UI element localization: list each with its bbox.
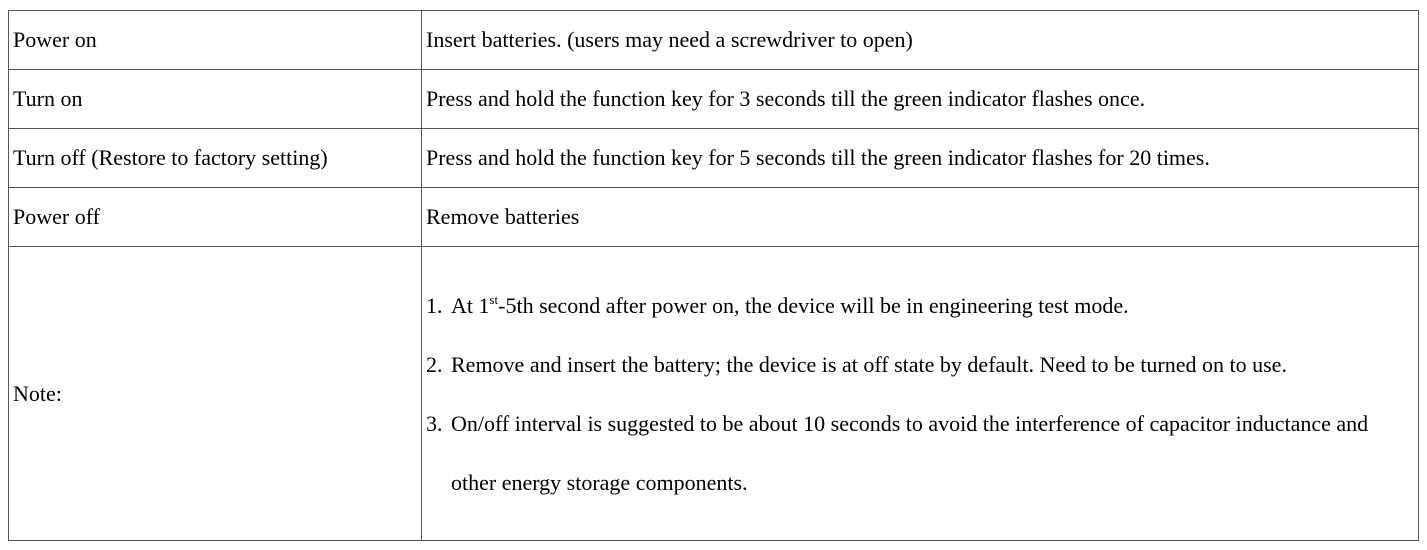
note-row [9,247,1419,541]
table-row [9,70,1419,129]
note-text: Remove and insert the battery; the device is at off state by default. Need to be turned on to use. [451,351,1287,377]
row-description: Press and hold the function key for 3 seconds till the green indicator flashes once. [422,70,1419,129]
note-label: Note: [9,247,422,541]
note-cell [422,247,1419,541]
note-number: 3. [426,410,443,436]
note-item-1 [426,276,1418,335]
note-item-3 [426,394,1418,512]
row-description: Insert batteries. (users may need a screwdriver to open) [422,11,1419,70]
note-text-start: At 1 [451,292,490,318]
table-row [9,188,1419,247]
note-list [426,276,1418,512]
row-label: Power on [9,11,422,70]
table-row [9,11,1419,70]
row-description: Remove batteries [422,188,1419,247]
row-label: Turn on [9,70,422,129]
ordinal-superscript: st [489,291,499,307]
note-item-2 [426,335,1418,394]
note-text-end: -5th second after power on, the device will be in engineering test mode. [498,292,1129,318]
row-label: Power off [9,188,422,247]
row-description: Press and hold the function key for 5 seconds till the green indicator flashes for 20 times. [422,129,1419,188]
instruction-table [8,10,1419,541]
note-number: 2. [426,351,443,377]
row-label: Turn off (Restore to factory setting) [9,129,422,188]
note-number: 1. [426,292,443,318]
note-text: On/off interval is suggested to be about 10 seconds to avoid the interference of capacitor inductance and other energy storage components. [451,410,1369,495]
table-row [9,129,1419,188]
